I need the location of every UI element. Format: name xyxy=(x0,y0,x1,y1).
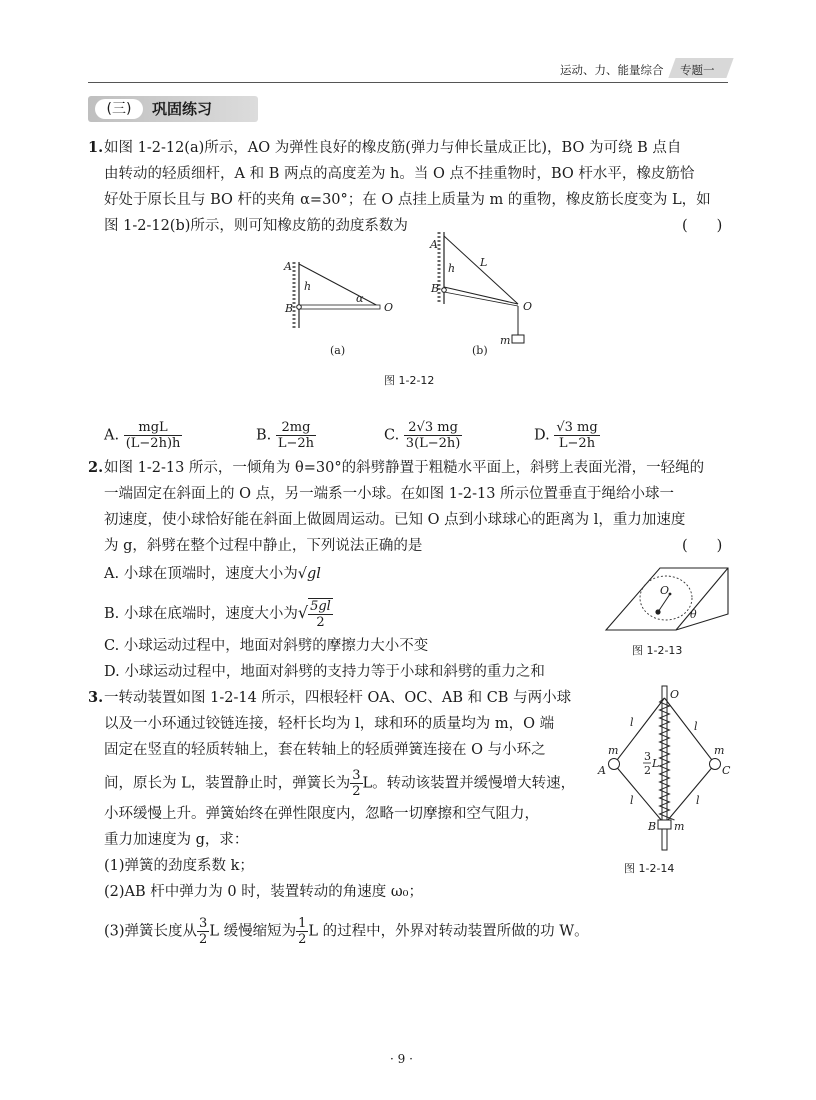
fig-a-label-O: O xyxy=(384,301,394,314)
page-number: · 9 · xyxy=(390,1052,413,1066)
fig-b-label-O: O xyxy=(523,300,533,313)
fig3-label-l-3: l xyxy=(630,794,634,807)
header-rule xyxy=(88,82,728,83)
q3-line-3: 固定在竖直的轻质转轴上，套在转轴上的轻质弹簧连接在 O 与小环之 xyxy=(104,742,546,758)
fig-a-label-B: B xyxy=(285,302,294,315)
fig-a-sub: (a) xyxy=(330,344,346,357)
q2-option-d[interactable]: D. 小球运动过程中，地面对斜劈的支持力等于小球和斜劈的重力之和 xyxy=(104,664,545,680)
fig2-label-theta: θ xyxy=(690,608,697,621)
q2-answer-paren: ( ) xyxy=(682,538,723,554)
figure-1-2-13 xyxy=(602,558,732,634)
fig-a-label-A: A xyxy=(284,260,292,273)
header-tag: 专题一 xyxy=(680,63,715,77)
q1-line-2: 由转动的轻质细杆，A 和 B 两点的高度差为 h。当 O 点不挂重物时，BO 杆水平，橡皮筋恰 xyxy=(104,166,695,182)
q1-option-c[interactable]: C. $\frac{2√3 mg}{3(L-2h)}$ xyxy=(384,420,461,451)
q1-option-b[interactable]: B. $\frac{2mg}{L-2h}$ xyxy=(256,420,315,451)
fig3-label-m-right: m xyxy=(714,744,725,757)
fig3-label-C: C xyxy=(722,764,731,777)
q3-line-6: 重力加速度为 g，求： xyxy=(104,832,249,848)
q3-line-5: 小环缓慢上升。弹簧始终在弹性限度内，忽略一切摩擦和空气阻力， xyxy=(104,806,539,822)
fig-b-label-L: L xyxy=(480,256,488,269)
running-header: 运动、力、能量综合 xyxy=(560,63,664,77)
q3-caption: 图 1-2-14 xyxy=(624,862,675,875)
q3-subquestion-3: (3)弹簧长度从 $\frac{3}{2}$ L 缓慢缩短为 $\frac{1}{2}$ L 的过程中，外界对转动装置所做的功 W。 xyxy=(104,916,589,947)
q2-number: 2. xyxy=(88,459,104,476)
fig-b-label-m: m xyxy=(500,334,511,347)
fig3-label-l-1: l xyxy=(630,716,634,729)
figure-1-2-12 xyxy=(272,232,552,372)
fig3-spring-num: 3 xyxy=(644,750,651,763)
fig-b-label-A: A xyxy=(430,238,438,251)
q2-line-1: 如图 1-2-13 所示，一倾角为 θ=30°的斜劈静置于粗糙水平面上，斜劈上表面光滑，一轻绳的 xyxy=(104,460,705,476)
q2-option-b[interactable]: B. 小球在底端时，速度大小为√ $\frac{5gl}{2}$ xyxy=(104,599,331,630)
fig3-label-m-ring: m xyxy=(674,820,685,833)
fig3-label-O: O xyxy=(670,688,680,701)
q3-subquestion-2: (2)AB 杆中弹力为 0 时，装置转动的角速度 ω₀； xyxy=(104,884,423,900)
q2-caption: 图 1-2-13 xyxy=(632,644,683,657)
fig-a-label-h: h xyxy=(304,280,312,293)
q3-number: 3. xyxy=(88,689,104,706)
q1-number: 1. xyxy=(88,139,104,156)
q2-line-2: 一端固定在斜面上的 O 点，另一端系一小球。在如图 1-2-13 所示位置垂直于绳给小球一 xyxy=(104,486,675,502)
fig-b-label-h: h xyxy=(448,262,456,275)
q1-line-4: 图 1-2-12(b)所示，则可知橡皮筋的劲度系数为 xyxy=(104,218,408,234)
fig3-label-B: B xyxy=(648,820,657,833)
q2-option-c[interactable]: C. 小球运动过程中，地面对斜劈的摩擦力大小不变 xyxy=(104,638,429,654)
q1-option-a[interactable]: A. $\frac{\text{mgL}}{(L-2h)h}$ xyxy=(104,420,181,451)
fig2-label-O: O xyxy=(660,584,670,597)
q1-line-1: 如图 1-2-12(a)所示，AO 为弹性良好的橡皮筋(弹力与伸长量成正比)，BO 为可绕 B 点自 xyxy=(104,140,682,156)
q3-line-1: 一转动装置如图 1-2-14 所示，四根轻杆 OA、OC、AB 和 CB 与两小球 xyxy=(104,690,572,706)
fig3-label-l-2: l xyxy=(694,720,698,733)
q1-caption: 图 1-2-12 xyxy=(384,374,435,387)
fig-b-sub: (b) xyxy=(472,344,488,357)
q2-line-4: 为 g，斜劈在整个过程中静止，下列说法正确的是 xyxy=(104,538,423,554)
fig-b-label-B: B xyxy=(431,282,440,295)
q3-line-2: 以及一小环通过铰链连接，轻杆长均为 l，球和环的质量均为 m，O 端 xyxy=(104,716,555,732)
q1-line-3: 好处于原长且与 BO 杆的夹角 α=30°；在 O 点挂上质量为 m 的重物，橡皮筋长度变为 L，如 xyxy=(104,192,711,208)
q3-line-4: 间，原长为 L，装置静止时，弹簧长为 $\frac{3}{2}$ L。转动该装置并缓慢增大转速， xyxy=(104,768,576,799)
fig3-label-A: A xyxy=(598,764,606,777)
fig3-label-m-left: m xyxy=(608,744,619,757)
q2-option-a[interactable]: A. 小球在顶端时，速度大小为√gl xyxy=(104,566,321,582)
fig-a-label-alpha: α xyxy=(356,292,364,305)
q3-subquestion-1: (1)弹簧的劲度系数 k； xyxy=(104,858,254,874)
q2-line-3: 初速度，使小球恰好能在斜面上做圆周运动。已知 O 点到小球球心的距离为 l，重力加速度 xyxy=(104,512,686,528)
fig3-spring-L: L xyxy=(652,757,660,770)
section-title: 巩固练习 xyxy=(152,100,213,118)
fig3-label-l-4: l xyxy=(696,794,700,807)
q1-option-d[interactable]: D. $\frac{√3 mg}{L-2h}$ xyxy=(534,420,598,451)
fig3-spring-den: 2 xyxy=(644,764,651,777)
figure-1-2-14 xyxy=(594,684,744,854)
q1-answer-paren: ( ) xyxy=(682,218,723,234)
section-number: (三) xyxy=(95,99,143,119)
